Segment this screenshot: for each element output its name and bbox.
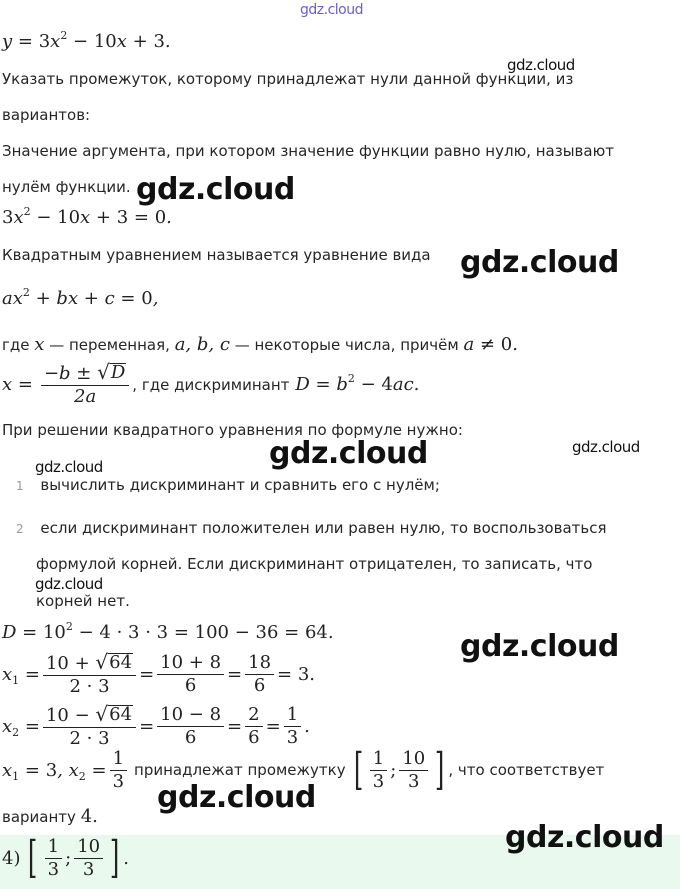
root-fraction: −b ± √ D 2a [41,362,129,407]
roots-lead: $x_1 = 3$, $x_2$ = [2,759,107,783]
roots-suffix: , что соответствует [448,761,605,779]
roots-prefix: принадлежат промежутку [134,761,346,779]
variant-number: 4. [80,806,98,827]
step-2-line-2: формулой корней. Если дискриминант отрицателен, то записать, что [36,555,593,573]
function-formula: $y = 3x^2 - 10x + 3$. [2,29,171,52]
x1-result: = 3. [277,664,316,685]
x2-frac-4: $\frac{1}{3}$ [284,705,301,748]
discriminant-calc: $D = 10^2 - 4 \cdot 3 \cdot 3 = 100 - 36 = 64$. [2,620,334,643]
watermark: gdz.cloud [460,629,619,664]
watermark: gdz.cloud [269,436,428,471]
variables-line [2,334,518,355]
where-suffix: — некоторые числа, причём [234,336,459,354]
step-2 [16,519,606,537]
x1-frac-1: 10 + √ 64 2 · 3 [43,652,136,697]
watermark: gdz.cloud [157,780,316,815]
step-text: если дискриминант положителен или равен нулю, то воспользоваться [40,519,607,537]
answer: 4) [ $\frac{1}{3}$ ; $\frac{10}{3}$ ] . [2,832,129,883]
x1-frac-3: $\frac{18}{6}$ [245,653,274,696]
disc-text: , где дискриминант [132,375,290,394]
definition-line-1: Значение аргумента, при котором значение функции равно нулю, называют [2,142,614,160]
where-prefix: где [2,336,30,354]
watermark: gdz.cloud [35,575,103,593]
x1-calc: $x_1$ = 10 + √ 64 2 · 3 = $\frac{10 + 8}{6}$ = $\frac{18}{6}$ = 3. [2,650,316,697]
quadratic-definition: Квадратным уравнением называется уравнение вида [2,246,431,264]
task-text-line-2: вариантов: [2,106,91,124]
variant-line [2,806,98,827]
disc-formula: $D = b^2 - 4ac$. [295,372,420,395]
watermark: gdz.cloud [505,820,664,855]
x2-frac-1: 10 − √ 64 2 · 3 [43,704,136,749]
var-abc: a, b, c [174,334,230,355]
step-number: 1 [16,479,24,493]
a-not-zero: a ≠ 0. [463,334,518,355]
answer-interval: [ $\frac{1}{3}$ ; $\frac{10}{3}$ ] [28,832,120,883]
watermark: gdz.cloud [507,56,575,74]
watermark: gdz.cloud [136,172,295,207]
root-lhs: x = [2,374,33,395]
formula-intro: При решении квадратного уравнения по формуле нужно: [2,421,463,439]
where-mid: — переменная, [49,336,170,354]
watermark: gdz.cloud [460,245,619,280]
x2-calc: $x_2$ = 10 − √ 64 2 · 3 = $\frac{10 - 8}{6}$ = $\frac{2}{6}$ = $\frac{1}{3}$ . [2,702,310,749]
variant-text: варианту [2,808,76,826]
answer-label: 4) [2,847,21,869]
equation: $3x^2 - 10x + 3 = 0$. [2,205,172,228]
x2-frac-3: $\frac{2}{6}$ [245,705,262,748]
watermark: gdz.cloud [35,458,103,476]
x1-frac-2: $\frac{10 + 8}{6}$ [157,653,224,696]
interval-bracket: [ $\frac{1}{3}$ ; $\frac{10}{3}$ ] [353,744,445,795]
definition-line-2: нулём функции. [2,178,131,196]
step-number: 2 [16,522,24,536]
watermark-top: gdz.cloud [300,2,363,18]
roots-frac: $\frac{1}{3}$ [110,749,127,792]
x2-frac-2: $\frac{10 - 8}{6}$ [157,705,224,748]
general-quadratic: $ax^2$ + bx + c = 0, [2,286,159,309]
var-x: x [34,334,45,355]
step-2-line-3: корней нет. [36,592,130,610]
watermark: gdz.cloud [572,438,640,456]
step-text: вычислить дискриминант и сравнить его с нулём; [40,476,440,494]
x2-lhs: $x_2$ = [2,716,40,739]
step-1 [16,476,440,494]
root-formula-line [2,362,419,407]
task-text-line-1: Указать промежуток, которому принадлежат нули данной функции, из [2,70,574,88]
x1-lhs: $x_1$ = [2,664,40,687]
